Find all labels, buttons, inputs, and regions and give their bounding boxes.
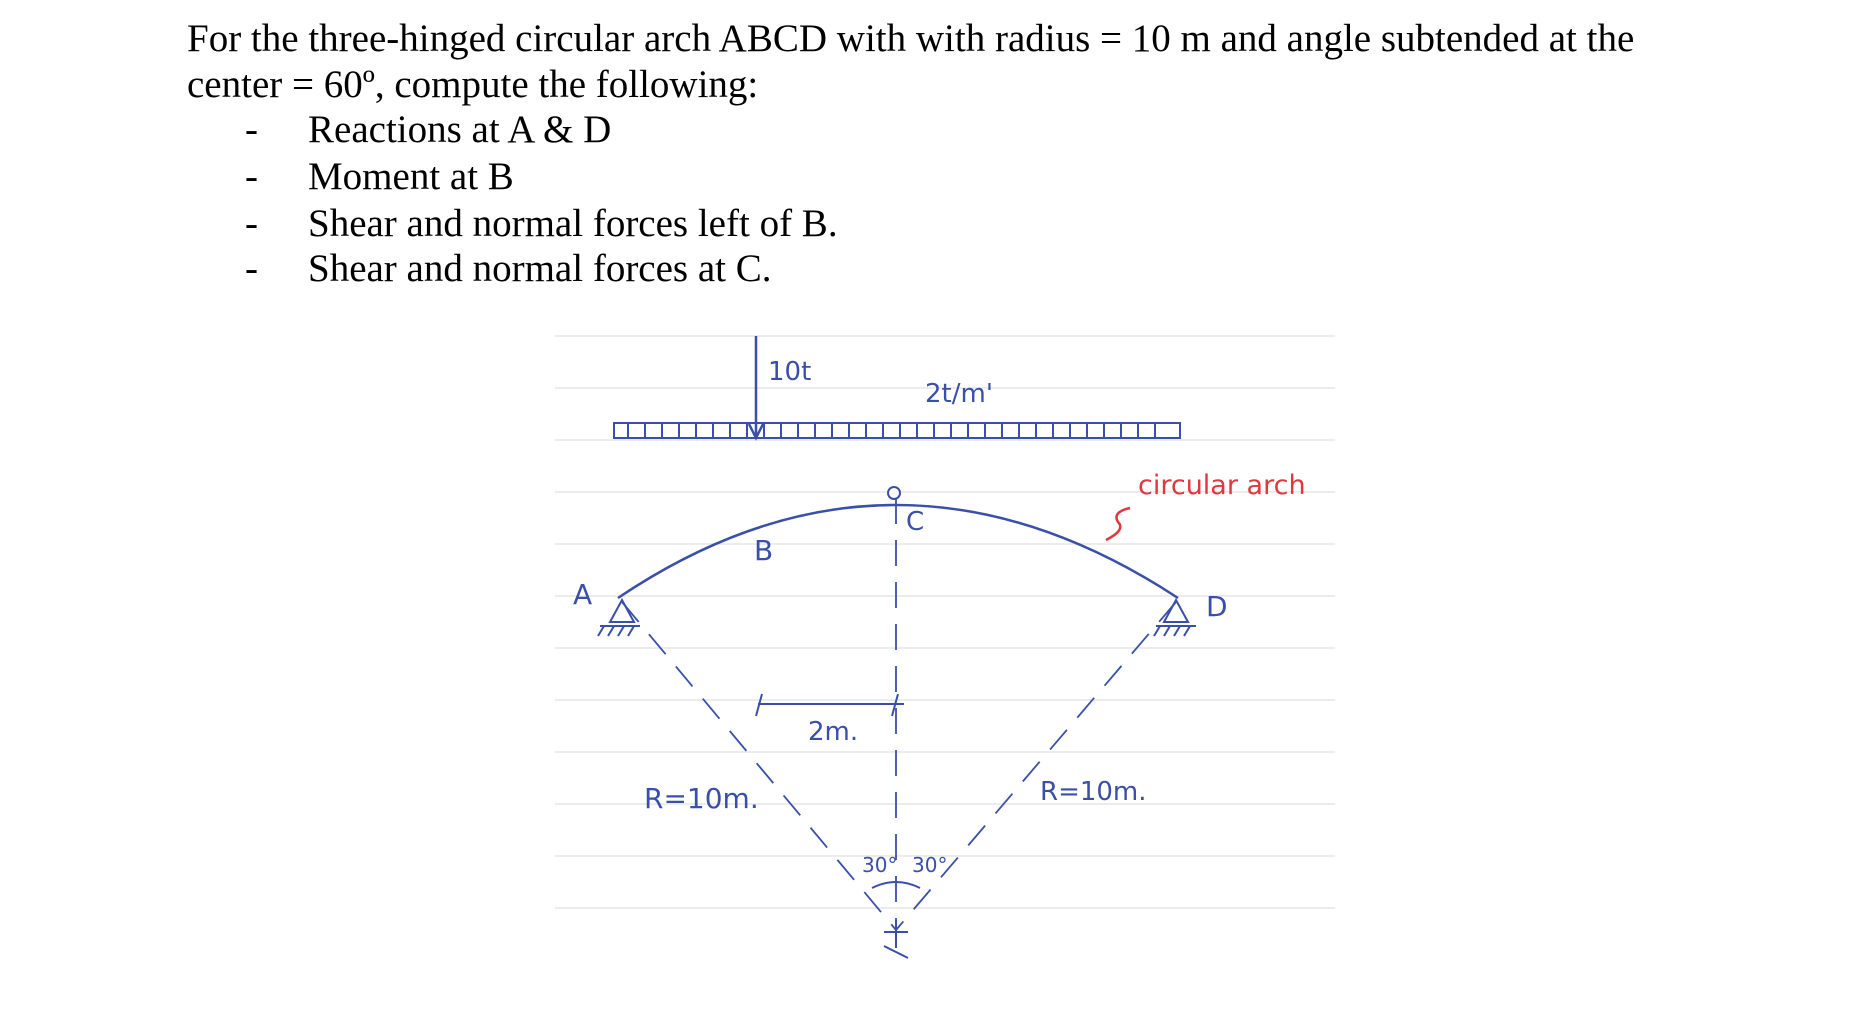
problem-line-2: center = 60º, compute the following: [187, 63, 759, 106]
problem-line-1: For the three-hinged circular arch ABCD with with radius = 10 m and angle subtended at the [187, 17, 1635, 60]
angle-left-label: 30° [862, 853, 898, 877]
distributed-load [614, 423, 1180, 438]
bullet-dash: - [245, 155, 258, 198]
bullet-dash: - [245, 108, 258, 151]
item-shear-b: Shear and normal forces left of B. [308, 202, 838, 245]
item-shear-c: Shear and normal forces at C. [308, 247, 772, 290]
radius-right-label: R=10m. [1040, 777, 1147, 807]
radius-lines [622, 498, 1176, 930]
label-a: A [573, 578, 593, 611]
label-d: D [1206, 590, 1228, 623]
arch-note-pointer [1106, 508, 1130, 540]
support-d [1154, 600, 1196, 636]
dimension-line [756, 694, 904, 716]
item-moment: Moment at B [308, 155, 514, 198]
radius-left-label: R=10m. [644, 782, 759, 815]
dimension-label: 2m. [808, 717, 859, 747]
arch-note: circular arch [1138, 470, 1306, 501]
angle-right-label: 30° [912, 853, 948, 877]
point-load-label: 10t [768, 357, 812, 387]
hinge-c [888, 487, 900, 499]
label-c: C [906, 507, 925, 537]
support-a [598, 600, 640, 636]
label-b: B [754, 534, 774, 567]
bullet-dash: - [245, 202, 258, 245]
arch-curve [618, 505, 1178, 598]
udl-label: 2t/m' [925, 379, 993, 409]
bullet-dash: - [245, 247, 258, 290]
item-reactions: Reactions at A & D [308, 108, 612, 151]
